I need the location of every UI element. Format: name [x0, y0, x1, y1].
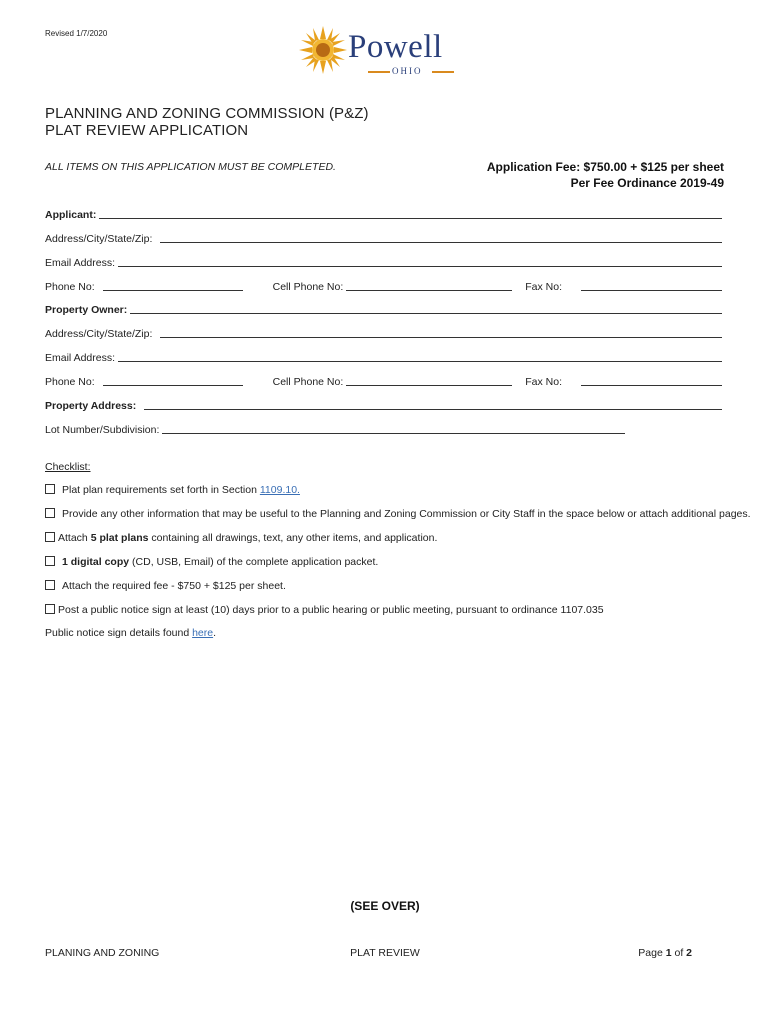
lot-label: Lot Number/Subdivision: [45, 424, 160, 436]
logo-state: OHIO [392, 66, 423, 76]
checkbox-icon[interactable] [45, 556, 55, 566]
owner-email-field[interactable] [118, 361, 722, 362]
owner-cell-field[interactable] [346, 385, 512, 386]
owner-fax-label: Fax No: [525, 376, 563, 388]
checklist-item-plat-requirements [45, 484, 300, 496]
footer-page-number [638, 947, 692, 959]
checklist-item-text: Post a public notice sign at least (10) days prior to a public hearing or public meeting, pursuant to ordinance 1107.035 [58, 604, 604, 616]
checklist-item-text: (CD, USB, Email) of the complete application packet. [129, 556, 379, 568]
notice-text: Public notice sign details found [45, 627, 193, 639]
checklist-item-text: Provide any other information that may be useful to the Planning and Zoning Commission or City Staff in the space below or attach additional pages. [62, 508, 751, 520]
page-total: 2 [686, 947, 692, 959]
logo-wordmark: Powell [348, 29, 443, 65]
owner-email-label: Email Address: [45, 352, 116, 364]
checklist-item-text: Attach the required fee - $750 + $125 per sheet. [62, 580, 286, 592]
owner-fax-field[interactable] [581, 385, 722, 386]
form-title-line2: PLAT REVIEW APPLICATION [45, 122, 249, 139]
owner-label: Property Owner: [45, 304, 128, 316]
application-fee: Application Fee: $750.00 + $125 per sheet [486, 160, 724, 174]
powell-logo [296, 25, 476, 80]
page-mid: of [671, 947, 687, 959]
footer-center: PLAT REVIEW [350, 947, 420, 959]
applicant-phone-field[interactable] [103, 290, 243, 291]
applicant-address-row [45, 231, 722, 245]
checkbox-icon[interactable] [45, 484, 55, 494]
applicant-email-label: Email Address: [45, 257, 116, 269]
notice-link[interactable]: here [192, 627, 214, 639]
lot-row [45, 422, 722, 436]
checklist-item-plat-plans [45, 532, 437, 544]
page-current: 1 [665, 947, 672, 959]
public-notice-details [45, 627, 216, 639]
applicant-cell-field[interactable] [346, 290, 512, 291]
form-title-line1: PLANNING AND ZONING COMMISSION (P&Z) [45, 105, 369, 122]
see-over: (SEE OVER) [350, 899, 420, 913]
checklist-item-public-notice [45, 604, 604, 616]
checklist-item-other-info [45, 508, 751, 520]
checklist-item-fee [45, 580, 286, 592]
property-address-row [45, 398, 722, 412]
owner-email-row [45, 350, 722, 364]
checklist-item-text: containing all drawings, text, any other items, and application. [148, 532, 438, 544]
applicant-email-row [45, 255, 722, 269]
applicant-row [45, 207, 722, 221]
owner-address-label: Address/City/State/Zip: [45, 328, 153, 340]
checklist-title: Checklist: [45, 461, 91, 473]
owner-address-row [45, 326, 722, 340]
applicant-fax-field[interactable] [581, 290, 722, 291]
checklist-item-emphasis: 1 digital copy [62, 556, 130, 568]
checklist-item-emphasis: 5 plat plans [90, 532, 149, 544]
owner-phone-label: Phone No: [45, 376, 95, 388]
revised-date: Revised 1/7/2020 [45, 29, 108, 38]
applicant-email-field[interactable] [118, 266, 722, 267]
page-pre: Page [638, 947, 666, 959]
logo-divider-right [432, 71, 454, 73]
footer-left: PLANING AND ZONING [45, 947, 160, 959]
logo-divider-left [368, 71, 390, 73]
property-address-field[interactable] [144, 409, 722, 410]
checklist-item-digital-copy [45, 556, 378, 568]
owner-cell-label: Cell Phone No: [272, 376, 344, 388]
checkbox-icon[interactable] [45, 580, 55, 590]
owner-row [45, 302, 722, 316]
applicant-cell-label: Cell Phone No: [272, 281, 344, 293]
property-address-label: Property Address: [45, 400, 137, 412]
checklist-item-text: Attach [58, 532, 91, 544]
section-link[interactable]: 1109.10. [259, 484, 300, 496]
applicant-address-label: Address/City/State/Zip: [45, 233, 153, 245]
owner-phone-field[interactable] [103, 385, 243, 386]
applicant-phone-label: Phone No: [45, 281, 95, 293]
sun-icon [298, 25, 348, 75]
lot-field[interactable] [162, 433, 625, 434]
checkbox-icon[interactable] [45, 532, 55, 542]
applicant-label: Applicant: [45, 209, 97, 221]
checkbox-icon[interactable] [45, 604, 55, 614]
owner-field[interactable] [130, 313, 722, 314]
fee-ordinance: Per Fee Ordinance 2019-49 [570, 176, 724, 190]
checkbox-icon[interactable] [45, 508, 55, 518]
applicant-field[interactable] [99, 218, 722, 219]
checklist-item-text: Plat plan requirements set forth in Section [62, 484, 260, 496]
owner-address-field[interactable] [160, 337, 722, 338]
notice-end: . [213, 627, 217, 639]
owner-phone-row [45, 374, 722, 388]
applicant-fax-label: Fax No: [525, 281, 563, 293]
applicant-address-field[interactable] [160, 242, 722, 243]
applicant-phone-row [45, 279, 722, 293]
instructions: ALL ITEMS ON THIS APPLICATION MUST BE COMPLETED. [45, 161, 336, 173]
